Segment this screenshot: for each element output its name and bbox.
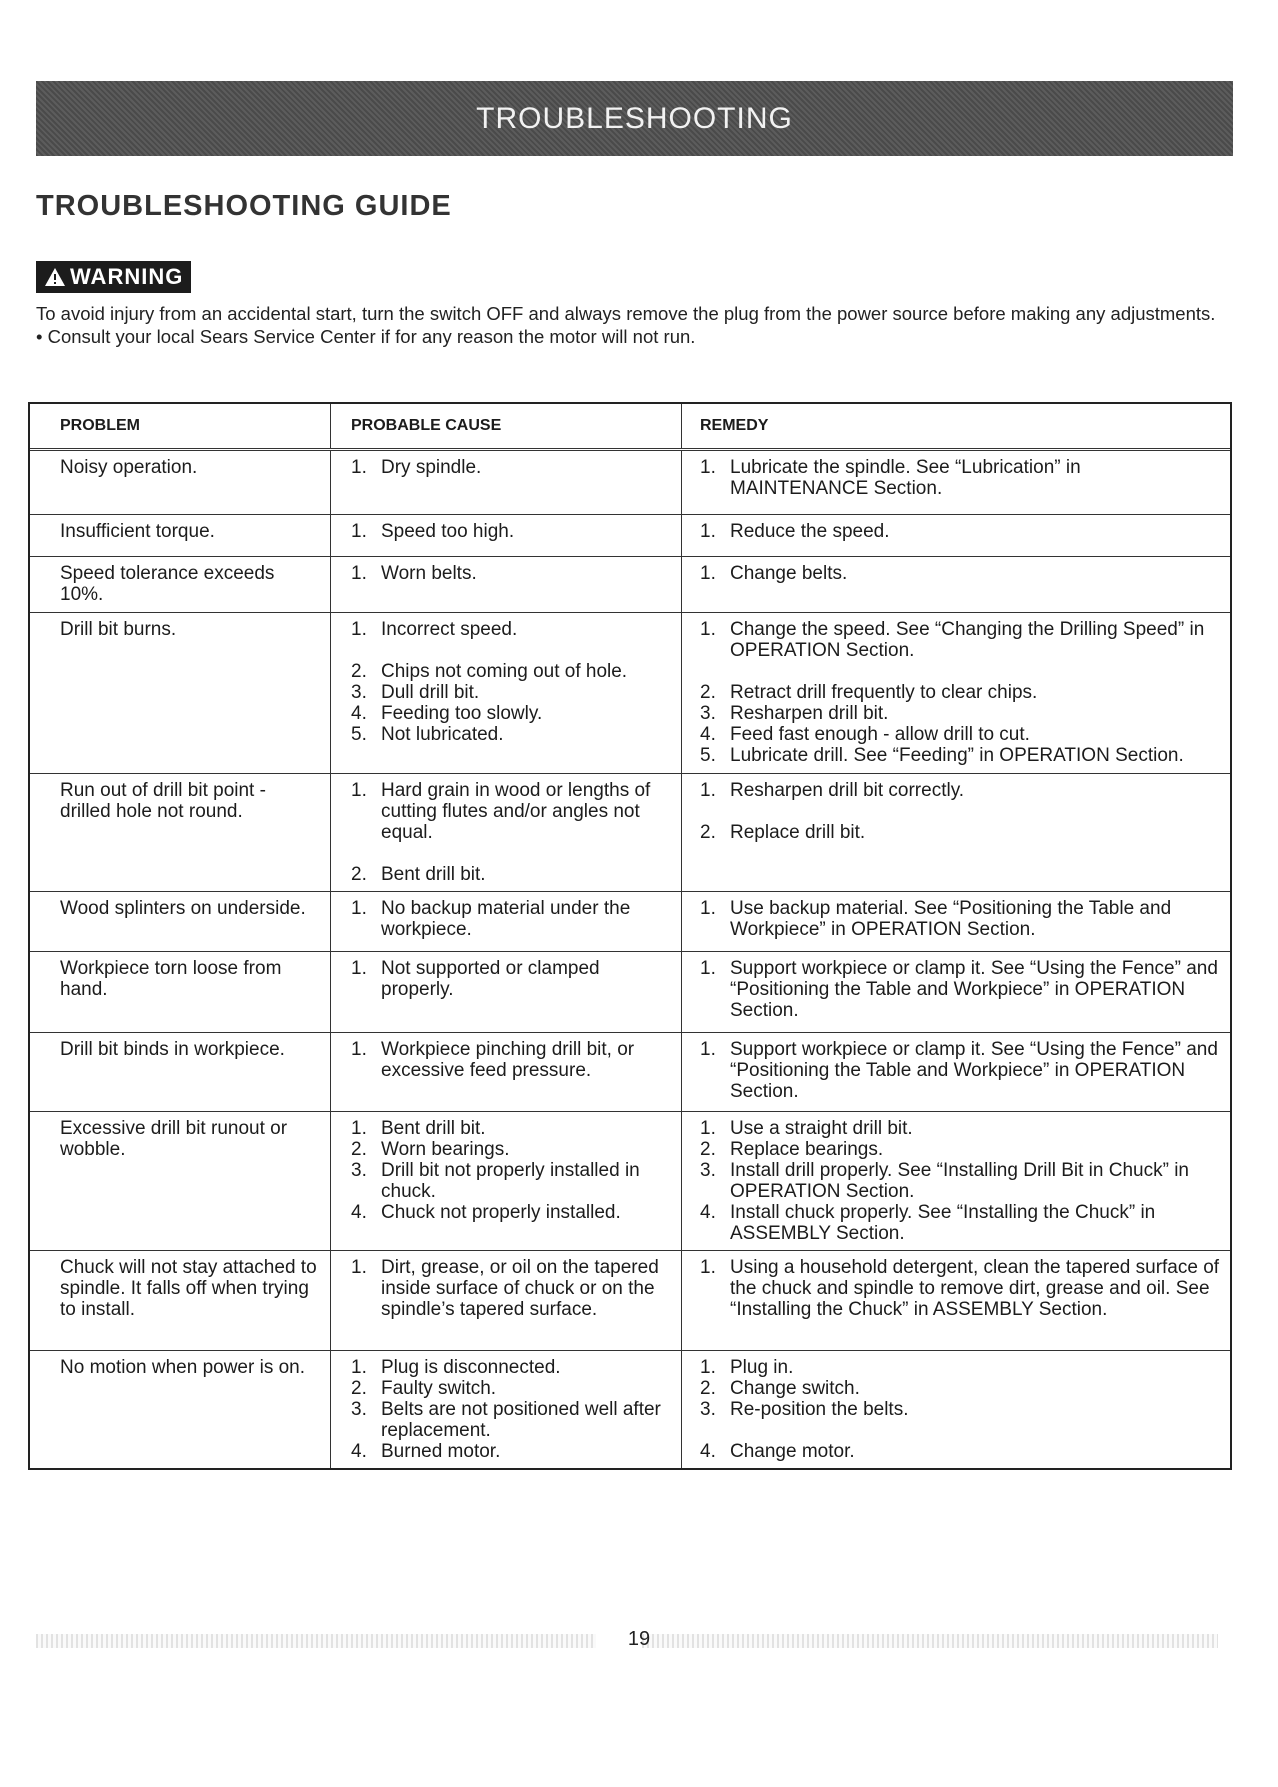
item-number: 1.	[700, 1118, 716, 1139]
item-number: 1.	[700, 1257, 716, 1278]
item-number: 1.	[700, 958, 716, 979]
warning-line-2: • Consult your local Sears Service Center if for any reason the motor will not run.	[36, 326, 696, 347]
item-number: 4.	[351, 1441, 367, 1462]
remedy-item	[700, 1257, 1220, 1320]
remedy-cell	[681, 515, 1230, 556]
remedy-text: Lubricate drill. See “Feeding” in OPERATION Section.	[730, 745, 1184, 766]
problem-cell	[30, 774, 330, 891]
item-number: 2.	[700, 682, 716, 703]
item-number: 4.	[700, 1202, 716, 1223]
table-row	[30, 557, 1230, 613]
item-number: 4.	[351, 703, 367, 724]
remedy-text: Use a straight drill bit.	[730, 1118, 913, 1139]
probable-cause-text: Belts are not positioned well after replacement.	[381, 1399, 661, 1441]
item-number: 1.	[351, 457, 367, 478]
banner-title: TROUBLESHOOTING	[476, 101, 793, 135]
probable-cause-item	[351, 1441, 671, 1462]
remedy-item	[700, 703, 1220, 724]
table-row	[30, 952, 1230, 1033]
item-number: 3.	[351, 682, 367, 703]
probable-cause-cell	[330, 892, 681, 951]
probable-cause-text: Feeding too slowly.	[381, 703, 543, 724]
remedy-item	[700, 457, 1220, 499]
troubleshooting-table	[28, 402, 1232, 1470]
probable-cause-text: Chuck not properly installed.	[381, 1202, 621, 1223]
problem-text: Drill bit binds in workpiece.	[60, 1039, 285, 1060]
probable-cause-cell	[330, 613, 681, 773]
item-number: 2.	[351, 1378, 367, 1399]
remedy-item	[700, 1039, 1220, 1102]
item-number: 1.	[351, 1357, 367, 1378]
remedy-text: Change motor.	[730, 1441, 855, 1462]
header-remedy: REMEDY	[681, 404, 1230, 448]
item-number: 2.	[351, 1139, 367, 1160]
warning-text	[36, 302, 1236, 348]
remedy-text: Resharpen drill bit.	[730, 703, 889, 724]
item-number: 1.	[700, 1039, 716, 1060]
item-number: 5.	[700, 745, 716, 766]
probable-cause-text: Dirt, grease, or oil on the tapered inside surface of chuck or on the spindle’s tapered surface.	[381, 1257, 659, 1320]
remedy-text: Feed fast enough - allow drill to cut.	[730, 724, 1030, 745]
probable-cause-item	[351, 703, 671, 724]
table-row	[30, 1251, 1230, 1351]
probable-cause-text: Worn bearings.	[381, 1139, 510, 1160]
remedy-text: Install drill properly. See “Installing Drill Bit in Chuck” in OPERATION Section.	[730, 1160, 1189, 1202]
problem-cell	[30, 1112, 330, 1250]
problem-cell	[30, 1251, 330, 1350]
remedy-item	[700, 898, 1220, 940]
remedy-text: Support workpiece or clamp it. See “Using the Fence” and “Positioning the Table and Workpiece” in OPERATION Section.	[730, 958, 1218, 1021]
remedy-cell	[681, 1112, 1230, 1250]
probable-cause-text: Drill bit not properly installed in chuck.	[381, 1160, 640, 1202]
remedy-cell	[681, 557, 1230, 612]
header-problem: PROBLEM	[60, 417, 140, 434]
remedy-text: Using a household detergent, clean the tapered surface of the chuck and spindle to remove dirt, grease and oil. See “Installing the Chuck” in ASSEMBLY Section.	[730, 1257, 1220, 1320]
remedy-item	[700, 822, 1220, 843]
probable-cause-item	[351, 1139, 671, 1160]
warning-triangle-icon	[44, 267, 66, 287]
table-row	[30, 613, 1230, 774]
item-number: 2.	[351, 864, 367, 885]
remedy-item	[700, 780, 1220, 801]
probable-cause-text: Bent drill bit.	[381, 1118, 486, 1139]
probable-cause-cell	[330, 1251, 681, 1350]
item-number: 1.	[351, 780, 367, 801]
item-number: 3.	[700, 703, 716, 724]
remedy-item	[700, 958, 1220, 1021]
remedy-item	[700, 1202, 1220, 1244]
item-number: 1.	[700, 780, 716, 801]
item-number: 2.	[351, 661, 367, 682]
item-number: 1.	[700, 619, 716, 640]
probable-cause-item	[351, 521, 671, 542]
remedy-text: Change switch.	[730, 1378, 860, 1399]
problem-cell	[30, 1351, 330, 1468]
warning-line-1: To avoid injury from an accidental start, turn the switch OFF and always remove the plug from the power source before making any adjustments.	[36, 303, 1216, 324]
item-number: 2.	[700, 1378, 716, 1399]
probable-cause-cell	[330, 1351, 681, 1468]
item-number: 1.	[700, 521, 716, 542]
remedy-text: Replace drill bit.	[730, 822, 866, 843]
problem-cell	[30, 613, 330, 773]
table-header-row	[30, 404, 1230, 451]
problem-cell	[30, 952, 330, 1032]
probable-cause-item	[351, 1118, 671, 1139]
probable-cause-item	[351, 1160, 671, 1202]
item-number: 4.	[351, 1202, 367, 1223]
remedy-item	[700, 1378, 1220, 1399]
probable-cause-item	[351, 1039, 671, 1081]
remedy-text: Reduce the speed.	[730, 521, 890, 542]
remedy-text: Re-position the belts.	[730, 1399, 909, 1420]
probable-cause-item	[351, 619, 671, 640]
item-number: 1.	[351, 958, 367, 979]
remedy-text: Change the speed. See “Changing the Drilling Speed” in OPERATION Section.	[730, 619, 1205, 661]
probable-cause-text: Not supported or clamped properly.	[381, 958, 600, 1000]
probable-cause-item	[351, 1357, 671, 1378]
page-number: 19	[627, 1628, 651, 1650]
probable-cause-text: Dull drill bit.	[381, 682, 480, 703]
warning-badge	[36, 261, 191, 293]
remedy-cell	[681, 892, 1230, 951]
problem-text: Excessive drill bit runout or wobble.	[60, 1118, 288, 1160]
probable-cause-cell	[330, 774, 681, 891]
problem-text: Wood splinters on underside.	[60, 898, 306, 919]
remedy-item	[700, 1441, 1220, 1462]
item-number: 1.	[351, 619, 367, 640]
problem-text: Speed tolerance exceeds 10%.	[60, 563, 275, 605]
probable-cause-text: No backup material under the workpiece.	[381, 898, 631, 940]
probable-cause-text: Bent drill bit.	[381, 864, 486, 885]
problem-text: Noisy operation.	[60, 457, 198, 478]
remedy-cell	[681, 451, 1230, 514]
probable-cause-text: Dry spindle.	[381, 457, 482, 478]
probable-cause-item	[351, 724, 671, 745]
item-number: 3.	[700, 1160, 716, 1181]
item-number: 3.	[700, 1399, 716, 1420]
remedy-item	[700, 563, 1220, 584]
probable-cause-text: Incorrect speed.	[381, 619, 518, 640]
table-row	[30, 1351, 1230, 1468]
problem-text: Drill bit burns.	[60, 619, 177, 640]
probable-cause-item	[351, 1257, 671, 1320]
item-number: 3.	[351, 1399, 367, 1420]
probable-cause-cell	[330, 1112, 681, 1250]
remedy-text: Lubricate the spindle. See “Lubrication” in MAINTENANCE Section.	[730, 457, 1081, 499]
problem-cell	[30, 1033, 330, 1111]
item-number: 4.	[700, 724, 716, 745]
item-number: 2.	[700, 822, 716, 843]
table-row	[30, 515, 1230, 557]
table-row	[30, 774, 1230, 892]
problem-text: Run out of drill bit point - drilled hole not round.	[60, 780, 266, 822]
probable-cause-text: Hard grain in wood or lengths of cutting flutes and/or angles not equal.	[381, 780, 651, 843]
probable-cause-item	[351, 780, 671, 843]
remedy-cell	[681, 613, 1230, 773]
item-number: 1.	[700, 1357, 716, 1378]
probable-cause-item	[351, 1202, 671, 1223]
probable-cause-cell	[330, 1033, 681, 1111]
problem-text: Workpiece torn loose from hand.	[60, 958, 282, 1000]
probable-cause-item	[351, 682, 671, 703]
remedy-text: Resharpen drill bit correctly.	[730, 780, 965, 801]
probable-cause-item	[351, 457, 671, 478]
probable-cause-cell	[330, 952, 681, 1032]
probable-cause-text: Not lubricated.	[381, 724, 504, 745]
problem-cell	[30, 557, 330, 612]
problem-cell	[30, 892, 330, 951]
item-number: 1.	[351, 521, 367, 542]
probable-cause-item	[351, 1378, 671, 1399]
problem-text: No motion when power is on.	[60, 1357, 306, 1378]
problem-text: Chuck will not stay attached to spindle. It falls off when trying to install.	[60, 1257, 317, 1320]
probable-cause-text: Faulty switch.	[381, 1378, 497, 1399]
page-title: TROUBLESHOOTING GUIDE	[36, 190, 452, 222]
remedy-text: Install chuck properly. See “Installing the Chuck” in ASSEMBLY Section.	[730, 1202, 1156, 1244]
table-row	[30, 892, 1230, 952]
probable-cause-text: Chips not coming out of hole.	[381, 661, 628, 682]
probable-cause-item	[351, 563, 671, 584]
remedy-item	[700, 1139, 1220, 1160]
remedy-text: Change belts.	[730, 563, 848, 584]
remedy-item	[700, 682, 1220, 703]
item-number: 1.	[351, 1118, 367, 1139]
section-banner	[36, 81, 1233, 156]
remedy-text: Use backup material. See “Positioning the Table and Workpiece” in OPERATION Section.	[730, 898, 1172, 940]
item-number: 1.	[700, 563, 716, 584]
problem-text: Insufficient torque.	[60, 521, 215, 542]
probable-cause-cell	[330, 515, 681, 556]
remedy-cell	[681, 1033, 1230, 1111]
remedy-item	[700, 1357, 1220, 1378]
item-number: 2.	[700, 1139, 716, 1160]
table-row	[30, 451, 1230, 515]
probable-cause-item	[351, 661, 671, 682]
item-number: 1.	[351, 898, 367, 919]
item-number: 4.	[700, 1441, 716, 1462]
remedy-text: Support workpiece or clamp it. See “Using the Fence” and “Positioning the Table and Workpiece” in OPERATION Section.	[730, 1039, 1218, 1102]
item-number: 3.	[351, 1160, 367, 1181]
remedy-cell	[681, 1351, 1230, 1468]
item-number: 5.	[351, 724, 367, 745]
probable-cause-item	[351, 898, 671, 940]
item-number: 1.	[351, 1039, 367, 1060]
remedy-item	[700, 619, 1220, 661]
remedy-text: Plug in.	[730, 1357, 794, 1378]
warning-label: WARNING	[70, 264, 184, 289]
probable-cause-item	[351, 958, 671, 1000]
remedy-item	[700, 724, 1220, 745]
item-number: 1.	[700, 457, 716, 478]
remedy-cell	[681, 774, 1230, 891]
remedy-item	[700, 1118, 1220, 1139]
remedy-text: Replace bearings.	[730, 1139, 884, 1160]
remedy-item	[700, 521, 1220, 542]
remedy-text: Retract drill frequently to clear chips.	[730, 682, 1038, 703]
table-row	[30, 1033, 1230, 1112]
remedy-cell	[681, 952, 1230, 1032]
probable-cause-item	[351, 1399, 671, 1441]
probable-cause-cell	[330, 557, 681, 612]
probable-cause-item	[351, 864, 671, 885]
probable-cause-text: Speed too high.	[381, 521, 515, 542]
header-probable-cause: PROBABLE CAUSE	[330, 404, 681, 448]
item-number: 1.	[351, 1257, 367, 1278]
remedy-item	[700, 1399, 1220, 1420]
problem-cell	[30, 515, 330, 556]
item-number: 1.	[700, 898, 716, 919]
remedy-item	[700, 1160, 1220, 1202]
probable-cause-cell	[330, 451, 681, 514]
remedy-cell	[681, 1251, 1230, 1350]
item-number: 1.	[351, 563, 367, 584]
table-row	[30, 1112, 1230, 1251]
probable-cause-text: Plug is disconnected.	[381, 1357, 561, 1378]
problem-cell	[30, 451, 330, 514]
probable-cause-text: Burned motor.	[381, 1441, 501, 1462]
probable-cause-text: Workpiece pinching drill bit, or excessive feed pressure.	[381, 1039, 635, 1081]
remedy-item	[700, 745, 1220, 766]
probable-cause-text: Worn belts.	[381, 563, 477, 584]
